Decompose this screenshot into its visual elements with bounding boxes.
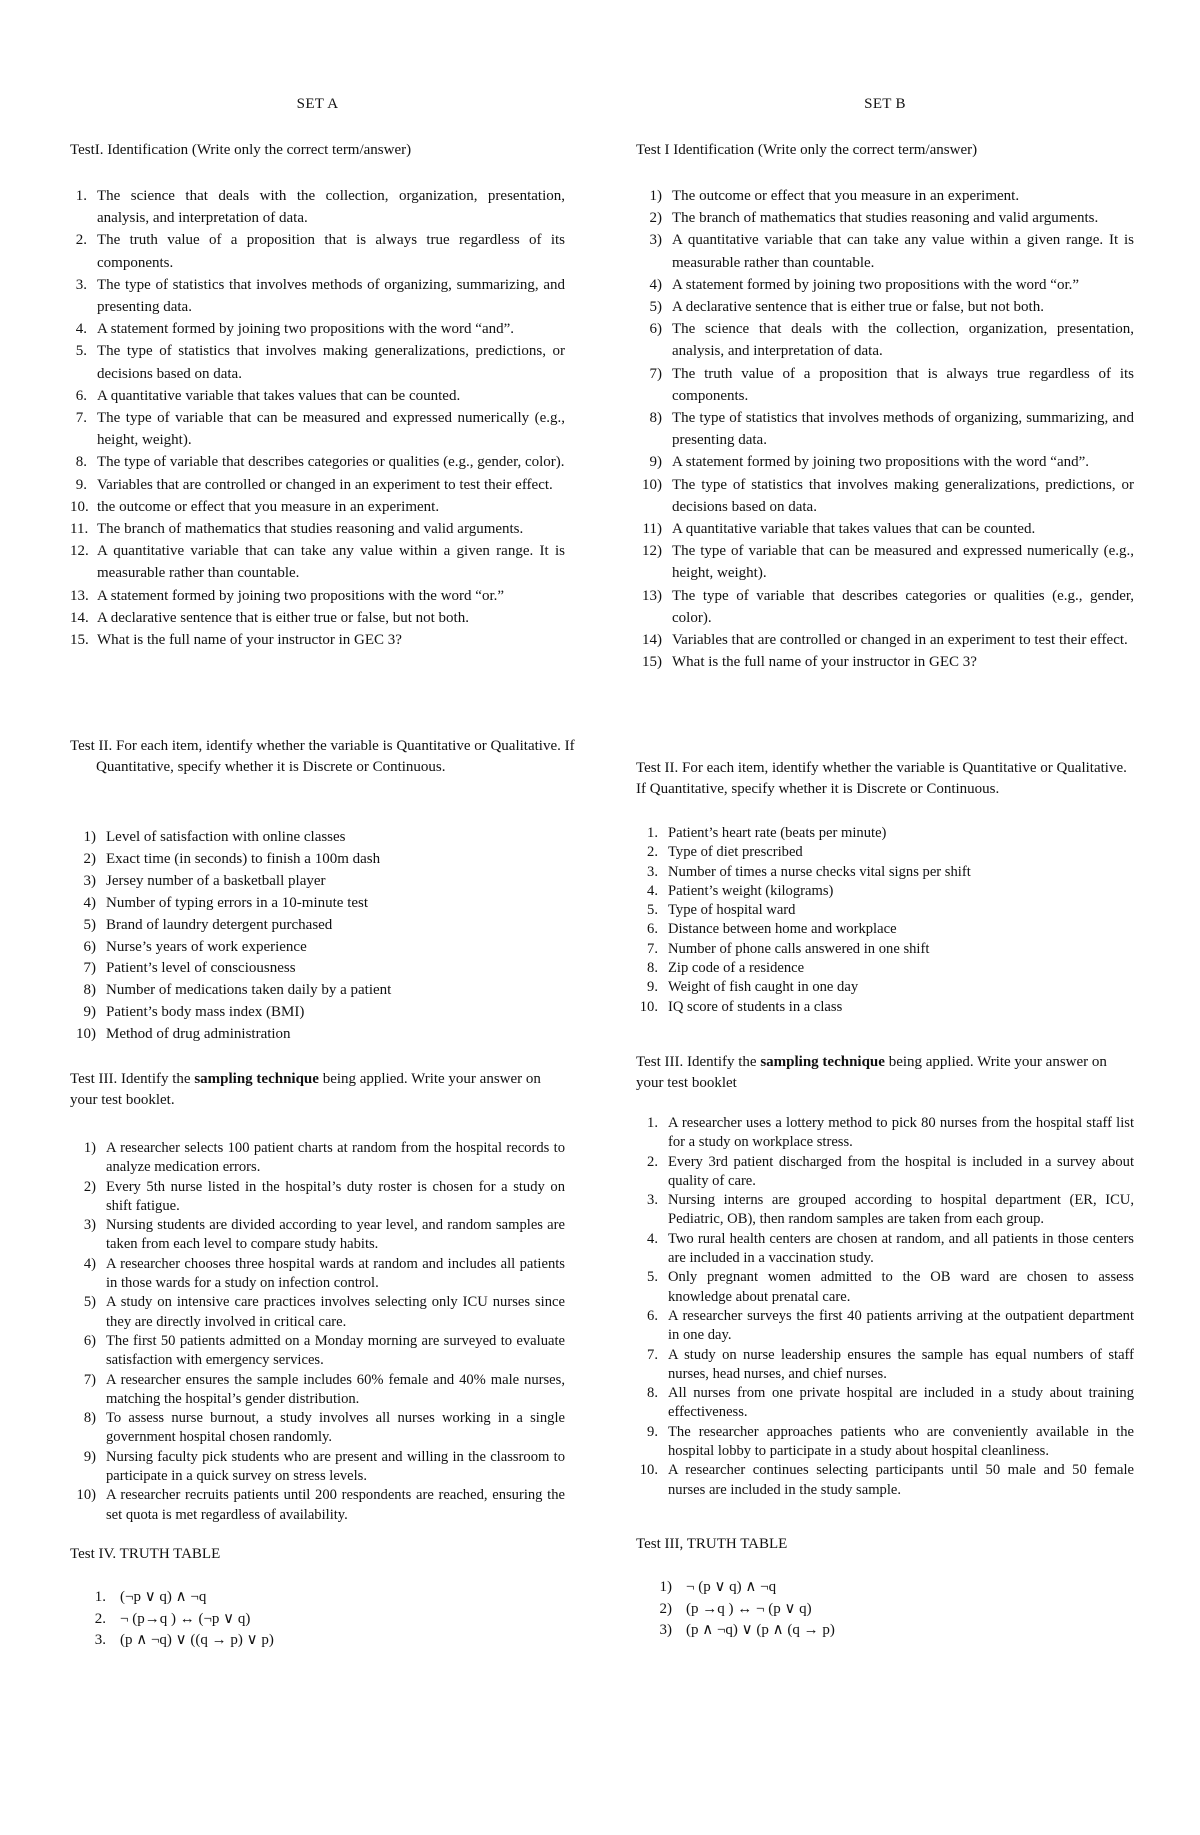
set-a-test4-list (70, 1587, 565, 1652)
list-item (70, 274, 565, 318)
set-a-test1-heading: TestI. Identification (Write only the correct term/answer) (70, 142, 412, 158)
item-text: (¬p ∨ q) ∧ ¬q (120, 1589, 207, 1605)
item-text: A researcher selects 100 patient charts at random from the hospital records to analyze medication errors. (106, 1140, 565, 1176)
list-item (70, 451, 565, 473)
item-number: 3. (94, 1632, 106, 1648)
list-item (636, 474, 1134, 518)
item-number: 3) (649, 232, 662, 249)
list-item (70, 474, 565, 496)
list-item (636, 920, 1134, 939)
list-item (636, 1268, 1134, 1307)
item-text: Variables that are controlled or changed in an experiment to test their effect. (672, 632, 1128, 649)
item-number: 9) (83, 1448, 96, 1465)
item-text: All nurses from one private hospital are included in a study about training effectiveness. (668, 1385, 1134, 1421)
list-item (636, 585, 1134, 629)
item-text: Method of drug administration (106, 1026, 291, 1043)
item-number: 2. (75, 232, 87, 249)
item-number: 6. (647, 921, 658, 938)
item-number: 1. (647, 825, 658, 841)
item-text: Number of phone calls answered in one shift (668, 940, 930, 957)
list-item (70, 1002, 565, 1024)
item-text: Distance between home and workplace (668, 921, 897, 938)
item-number: 5. (75, 343, 87, 360)
list-item (70, 915, 565, 937)
list-item (70, 893, 565, 915)
list-item (70, 496, 565, 518)
item-text: What is the full name of your instructor in GEC 3? (97, 632, 402, 649)
item-text: IQ score of students in a class (668, 998, 843, 1015)
item-number: 9) (83, 1004, 96, 1021)
item-text: The type of variable that describes categories or qualities (e.g., gender, color). (97, 454, 565, 471)
list-item (636, 824, 1134, 843)
list-item (70, 629, 565, 651)
item-number: 4) (83, 1255, 96, 1272)
set-b-test3-list (636, 1114, 1134, 1500)
item-text: (p ∧ ¬q) ∨ (p ∧ (q → p) (686, 1622, 835, 1638)
item-number: 7. (647, 1346, 658, 1363)
list-item (636, 1191, 1134, 1230)
item-number: 8. (647, 1385, 658, 1402)
item-text: A study on intensive care practices involves selecting only ICU nurses since they are directly involved in critical care. (106, 1294, 565, 1330)
item-text: The outcome or effect that you measure in an experiment. (672, 188, 1020, 204)
set-a-test4-heading: Test IV. TRUTH TABLE (70, 1546, 221, 1562)
list-item (70, 540, 565, 584)
set-b-test4-heading: Test III, TRUTH TABLE (636, 1536, 788, 1552)
item-number: 3) (659, 1622, 672, 1638)
item-text: A researcher continues selecting participants until 50 male and 50 female nurses are included in the study sample. (668, 1462, 1134, 1498)
item-text: Only pregnant women admitted to the OB ward are chosen to assess knowledge about prenatal care. (668, 1269, 1134, 1305)
item-text: Every 5th nurse listed in the hospital’s duty roster is chosen for a study on shift fatigue. (106, 1178, 565, 1214)
list-item (636, 1230, 1134, 1269)
item-number: 15. (70, 632, 89, 649)
set-a-test3-heading (70, 1069, 565, 1111)
list-item (70, 958, 565, 980)
item-text: Zip code of a residence (668, 960, 805, 977)
item-number: 2) (649, 210, 662, 227)
item-text: Jersey number of a basketball player (106, 872, 326, 889)
item-text: the outcome or effect that you measure in an experiment. (97, 498, 440, 515)
item-text: Nurse’s years of work experience (106, 938, 307, 955)
item-number: 5) (649, 299, 662, 316)
list-item (70, 1630, 565, 1652)
list-item (636, 318, 1134, 362)
list-item (636, 901, 1134, 920)
set-b-test2-heading: Test II. For each item, identify whether the variable is Quantitative or Qualitative. If Quantitative, specify whether it is Discrete or Continuous. (636, 760, 1127, 797)
item-text: (p →q ) ↔ ¬ (p ∨ q) (686, 1600, 812, 1617)
list-item (636, 843, 1134, 862)
item-number: 11. (70, 521, 89, 538)
item-text: A declarative sentence that is either true or false, but not both. (97, 609, 469, 626)
list-item (70, 1139, 565, 1178)
item-number: 4) (649, 276, 662, 293)
list-item (636, 1620, 1134, 1642)
item-number: 10) (76, 1487, 96, 1504)
item-text: Type of diet prescribed (668, 844, 803, 861)
item-text: ¬ (p ∨ q) ∧ ¬q (686, 1579, 777, 1595)
item-number: 6. (75, 387, 87, 404)
item-number: 7) (83, 1371, 96, 1388)
item-text: (p ∧ ¬q) ∨ ((q → p) ∨ p) (120, 1632, 274, 1648)
list-item (70, 1024, 565, 1046)
item-number: 1. (647, 1115, 658, 1131)
heading-post: being applied. Write your answer on your test booklet (636, 1054, 1107, 1091)
item-number: 15) (642, 654, 662, 671)
item-text: Two rural health centers are chosen at random, and all patients in those centers are included in a vaccination study. (668, 1230, 1134, 1267)
list-item (70, 1255, 565, 1294)
item-text: Patient’s body mass index (BMI) (106, 1004, 305, 1021)
item-number: 4. (647, 1230, 658, 1247)
list-item (70, 937, 565, 959)
item-number: 14. (70, 609, 89, 626)
list-item (636, 207, 1134, 229)
item-text: A declarative sentence that is either true or false, but not both. (672, 299, 1044, 316)
item-number: 1. (94, 1589, 106, 1605)
list-item (636, 229, 1134, 273)
list-item (70, 980, 565, 1002)
item-number: 5. (647, 902, 658, 919)
set-a-test1-list (70, 185, 565, 651)
set-a-test3-list (70, 1139, 565, 1525)
list-item (636, 940, 1134, 959)
item-text: A statement formed by joining two propositions with the word “and”. (97, 321, 515, 338)
item-number: 3) (83, 1217, 96, 1234)
list-item (70, 871, 565, 893)
item-number: 8) (83, 982, 96, 999)
item-text: What is the full name of your instructor in GEC 3? (672, 654, 977, 671)
item-text: The branch of mathematics that studies reasoning and valid arguments. (97, 521, 524, 538)
item-number: 11) (642, 521, 662, 538)
item-text: Number of times a nurse checks vital signs per shift (668, 863, 971, 880)
item-number: 13. (70, 587, 89, 604)
list-item (70, 185, 565, 229)
item-number: 9. (75, 476, 87, 493)
item-number: 13) (642, 587, 662, 604)
list-item (636, 363, 1134, 407)
item-number: 9. (647, 1423, 658, 1440)
item-text: The truth value of a proposition that is always true regardless of its components. (97, 232, 565, 271)
list-item (70, 585, 565, 607)
item-number: 6. (647, 1307, 658, 1324)
item-text: A study on nurse leadership ensures the sample has equal numbers of staff nurses, head nurses, and chief nurses. (668, 1346, 1134, 1382)
item-number: 3) (83, 872, 96, 889)
item-number: 10. (639, 998, 658, 1015)
item-text: A quantitative variable that takes values that can be counted. (672, 521, 1036, 538)
list-item (636, 1384, 1134, 1423)
item-number: 4) (83, 894, 96, 911)
list-item (636, 296, 1134, 318)
item-number: 7. (647, 940, 658, 957)
item-text: Level of satisfaction with online classes (106, 829, 346, 845)
heading-post: being applied. Write your answer on your test booklet. (70, 1071, 541, 1108)
list-item (70, 849, 565, 871)
list-item (70, 385, 565, 407)
list-item (70, 1216, 565, 1255)
item-text: The science that deals with the collection, organization, presentation, analysis, and interpretation of data. (672, 321, 1134, 360)
item-number: 10) (76, 1026, 96, 1043)
item-text: Patient’s weight (kilograms) (668, 882, 834, 899)
item-text: A researcher recruits patients until 200 respondents are reached, ensuring the set quota is met regardless of availability. (106, 1487, 565, 1523)
item-number: 4. (75, 321, 87, 338)
list-item (636, 1423, 1134, 1462)
item-text: A quantitative variable that can take any value within a given range. It is measurable rather than countable. (97, 543, 565, 582)
item-number: 7) (649, 365, 662, 382)
item-number: 12) (642, 543, 662, 560)
list-item (70, 1409, 565, 1448)
list-item (636, 882, 1134, 901)
item-number: 2. (94, 1610, 106, 1627)
list-item (70, 827, 565, 849)
list-item (70, 1587, 565, 1609)
item-number: 2. (647, 844, 658, 861)
item-number: 12. (70, 543, 89, 560)
item-number: 3. (75, 276, 87, 293)
item-number: 5) (83, 1294, 96, 1311)
item-number: 8. (75, 454, 87, 471)
item-text: Nursing interns are grouped according to hospital department (ER, ICU, Pediatric, OB), then random samples are taken from each group. (668, 1192, 1134, 1228)
item-number: 5) (83, 916, 96, 933)
item-text: Exact time (in seconds) to finish a 100m dash (106, 850, 381, 867)
list-item (70, 1178, 565, 1217)
item-number: 10. (639, 1462, 658, 1479)
item-text: Patient’s level of consciousness (106, 960, 296, 977)
item-number: 7. (75, 410, 87, 427)
item-number: 2. (647, 1153, 658, 1170)
item-number: 8) (83, 1410, 96, 1427)
list-item (636, 451, 1134, 473)
item-text: A statement formed by joining two propositions with the word “or.” (97, 587, 505, 604)
item-number: 9. (647, 979, 658, 996)
list-item (636, 1346, 1134, 1385)
item-number: 8) (649, 410, 662, 427)
list-item (70, 1332, 565, 1371)
item-number: 1. (75, 188, 87, 204)
item-number: 4. (647, 882, 658, 899)
list-item (70, 1448, 565, 1487)
item-text: Brand of laundry detergent purchased (106, 916, 333, 933)
set-b-test4-list (636, 1577, 1134, 1642)
item-text: A statement formed by joining two propositions with the word “and”. (672, 454, 1090, 471)
set-a-title: SET A (296, 96, 339, 112)
item-text: The type of statistics that involves methods of organizing, summarizing, and presenting data. (97, 276, 565, 316)
item-text: The science that deals with the collection, organization, presentation, analysis, and interpretation of data. (97, 188, 565, 227)
list-item (70, 607, 565, 629)
list-item (636, 518, 1134, 540)
item-number: 6) (649, 321, 662, 338)
list-item (636, 959, 1134, 978)
item-text: The first 50 patients admitted on a Monday morning are surveyed to evaluate satisfaction with emergency services. (106, 1332, 565, 1369)
item-text: To assess nurse burnout, a study involves all nurses working in a single government hospital chosen randomly. (106, 1410, 565, 1446)
item-number: 6) (83, 1332, 96, 1349)
item-number: 1) (649, 188, 662, 204)
item-text: The type of variable that describes categories or qualities (e.g., gender, color). (672, 587, 1134, 626)
item-text: Number of typing errors in a 10-minute test (106, 894, 369, 911)
item-number: 7) (83, 960, 96, 977)
item-text: ¬ (p→q ) ↔ (¬p ∨ q) (120, 1610, 251, 1627)
list-item (636, 1577, 1134, 1599)
list-item (636, 978, 1134, 997)
item-number: 2) (83, 850, 96, 867)
list-item (636, 274, 1134, 296)
item-text: Number of medications taken daily by a patient (106, 982, 392, 999)
item-number: 10) (642, 476, 662, 493)
item-text: The branch of mathematics that studies reasoning and valid arguments. (672, 210, 1099, 227)
item-number: 14) (642, 632, 662, 649)
item-text: A researcher surveys the first 40 patients arriving at the outpatient department in one day. (668, 1307, 1134, 1344)
item-text: The type of statistics that involves methods of organizing, summarizing, and presenting data. (672, 410, 1134, 449)
list-item (70, 1293, 565, 1332)
item-text: The type of statistics that involves making generalizations, predictions, or decisions based on data. (97, 343, 565, 382)
list-item (636, 540, 1134, 584)
set-a-test2-list (70, 827, 565, 1046)
item-text: The type of statistics that involves making generalizations, predictions, or decisions based on data. (672, 476, 1134, 515)
item-text: The researcher approaches patients who are conveniently available in the hospital lobby to participate in a study about hospital cleanliness. (668, 1423, 1134, 1460)
item-number: 2) (659, 1600, 672, 1617)
heading-pre: Test III. Identify the (70, 1071, 195, 1087)
list-item (636, 863, 1134, 882)
item-number: 2) (83, 1178, 96, 1195)
list-item (70, 340, 565, 384)
item-text: Nursing faculty pick students who are present and willing in the classroom to participate in a quick survey on stress levels. (106, 1448, 565, 1485)
item-number: 10. (70, 498, 89, 515)
list-item (636, 1599, 1134, 1621)
item-number: 9) (649, 454, 662, 471)
item-text: A quantitative variable that takes values that can be counted. (97, 387, 461, 404)
list-item (636, 1153, 1134, 1192)
set-b-test1-heading: Test I Identification (Write only the correct term/answer) (636, 142, 978, 158)
item-text: Patient’s heart rate (beats per minute) (668, 825, 887, 841)
set-b-test3-heading (636, 1052, 1134, 1094)
list-item (70, 229, 565, 273)
list-item (636, 651, 1134, 673)
set-a-test2-heading: Test II. For each item, identify whether the variable is Quantitative or Qualitative. If Quantitative, specify whether it is Discrete or Continuous. (70, 738, 575, 775)
heading-bold: sampling technique (194, 1071, 319, 1087)
item-text: Nursing students are divided according to year level, and random samples are taken from each level to compare study habits. (106, 1217, 565, 1253)
item-text: A researcher uses a lottery method to pick 80 nurses from the hospital staff list for a study on workplace stress. (668, 1115, 1134, 1151)
item-text: The type of variable that can be measured and expressed numerically (e.g., height, weight). (672, 543, 1134, 582)
set-b-title: SET B (864, 96, 906, 112)
list-item (70, 518, 565, 540)
list-item (70, 1609, 565, 1631)
list-item (70, 1486, 565, 1525)
item-text: Every 3rd patient discharged from the hospital is included in a survey about quality of care. (668, 1153, 1134, 1189)
list-item (636, 1114, 1134, 1153)
item-text: Type of hospital ward (668, 902, 796, 919)
list-item (636, 1307, 1134, 1346)
item-number: 6) (83, 938, 96, 955)
list-item (70, 1371, 565, 1410)
item-number: 1) (659, 1579, 672, 1595)
heading-bold: sampling technique (760, 1054, 885, 1070)
item-text: The truth value of a proposition that is always true regardless of its components. (672, 365, 1134, 404)
item-number: 3. (647, 1192, 658, 1209)
item-number: 5. (647, 1269, 658, 1286)
heading-pre: Test III. Identify the (636, 1054, 761, 1070)
list-item (636, 185, 1134, 207)
item-number: 1) (83, 829, 96, 845)
set-b-test2-list (636, 824, 1134, 1017)
list-item (636, 998, 1134, 1017)
item-text: A researcher ensures the sample includes 60% female and 40% male nurses, matching the hospital’s gender distribution. (106, 1371, 565, 1407)
item-text: A quantitative variable that can take any value within a given range. It is measurable rather than countable. (672, 232, 1134, 271)
list-item (70, 318, 565, 340)
item-number: 1) (83, 1140, 96, 1156)
item-number: 3. (647, 863, 658, 880)
item-text: The type of variable that can be measured and expressed numerically (e.g., height, weight). (97, 410, 565, 449)
list-item (636, 407, 1134, 451)
list-item (636, 629, 1134, 651)
set-b-test1-list (636, 185, 1134, 673)
item-text: Weight of fish caught in one day (668, 979, 859, 996)
item-text: Variables that are controlled or changed in an experiment to test their effect. (97, 476, 553, 493)
item-text: A statement formed by joining two propositions with the word “or.” (672, 276, 1080, 293)
list-item (70, 407, 565, 451)
list-item (636, 1461, 1134, 1500)
item-text: A researcher chooses three hospital wards at random and includes all patients in those wards for a study on infection control. (106, 1255, 565, 1292)
item-number: 8. (647, 960, 658, 977)
